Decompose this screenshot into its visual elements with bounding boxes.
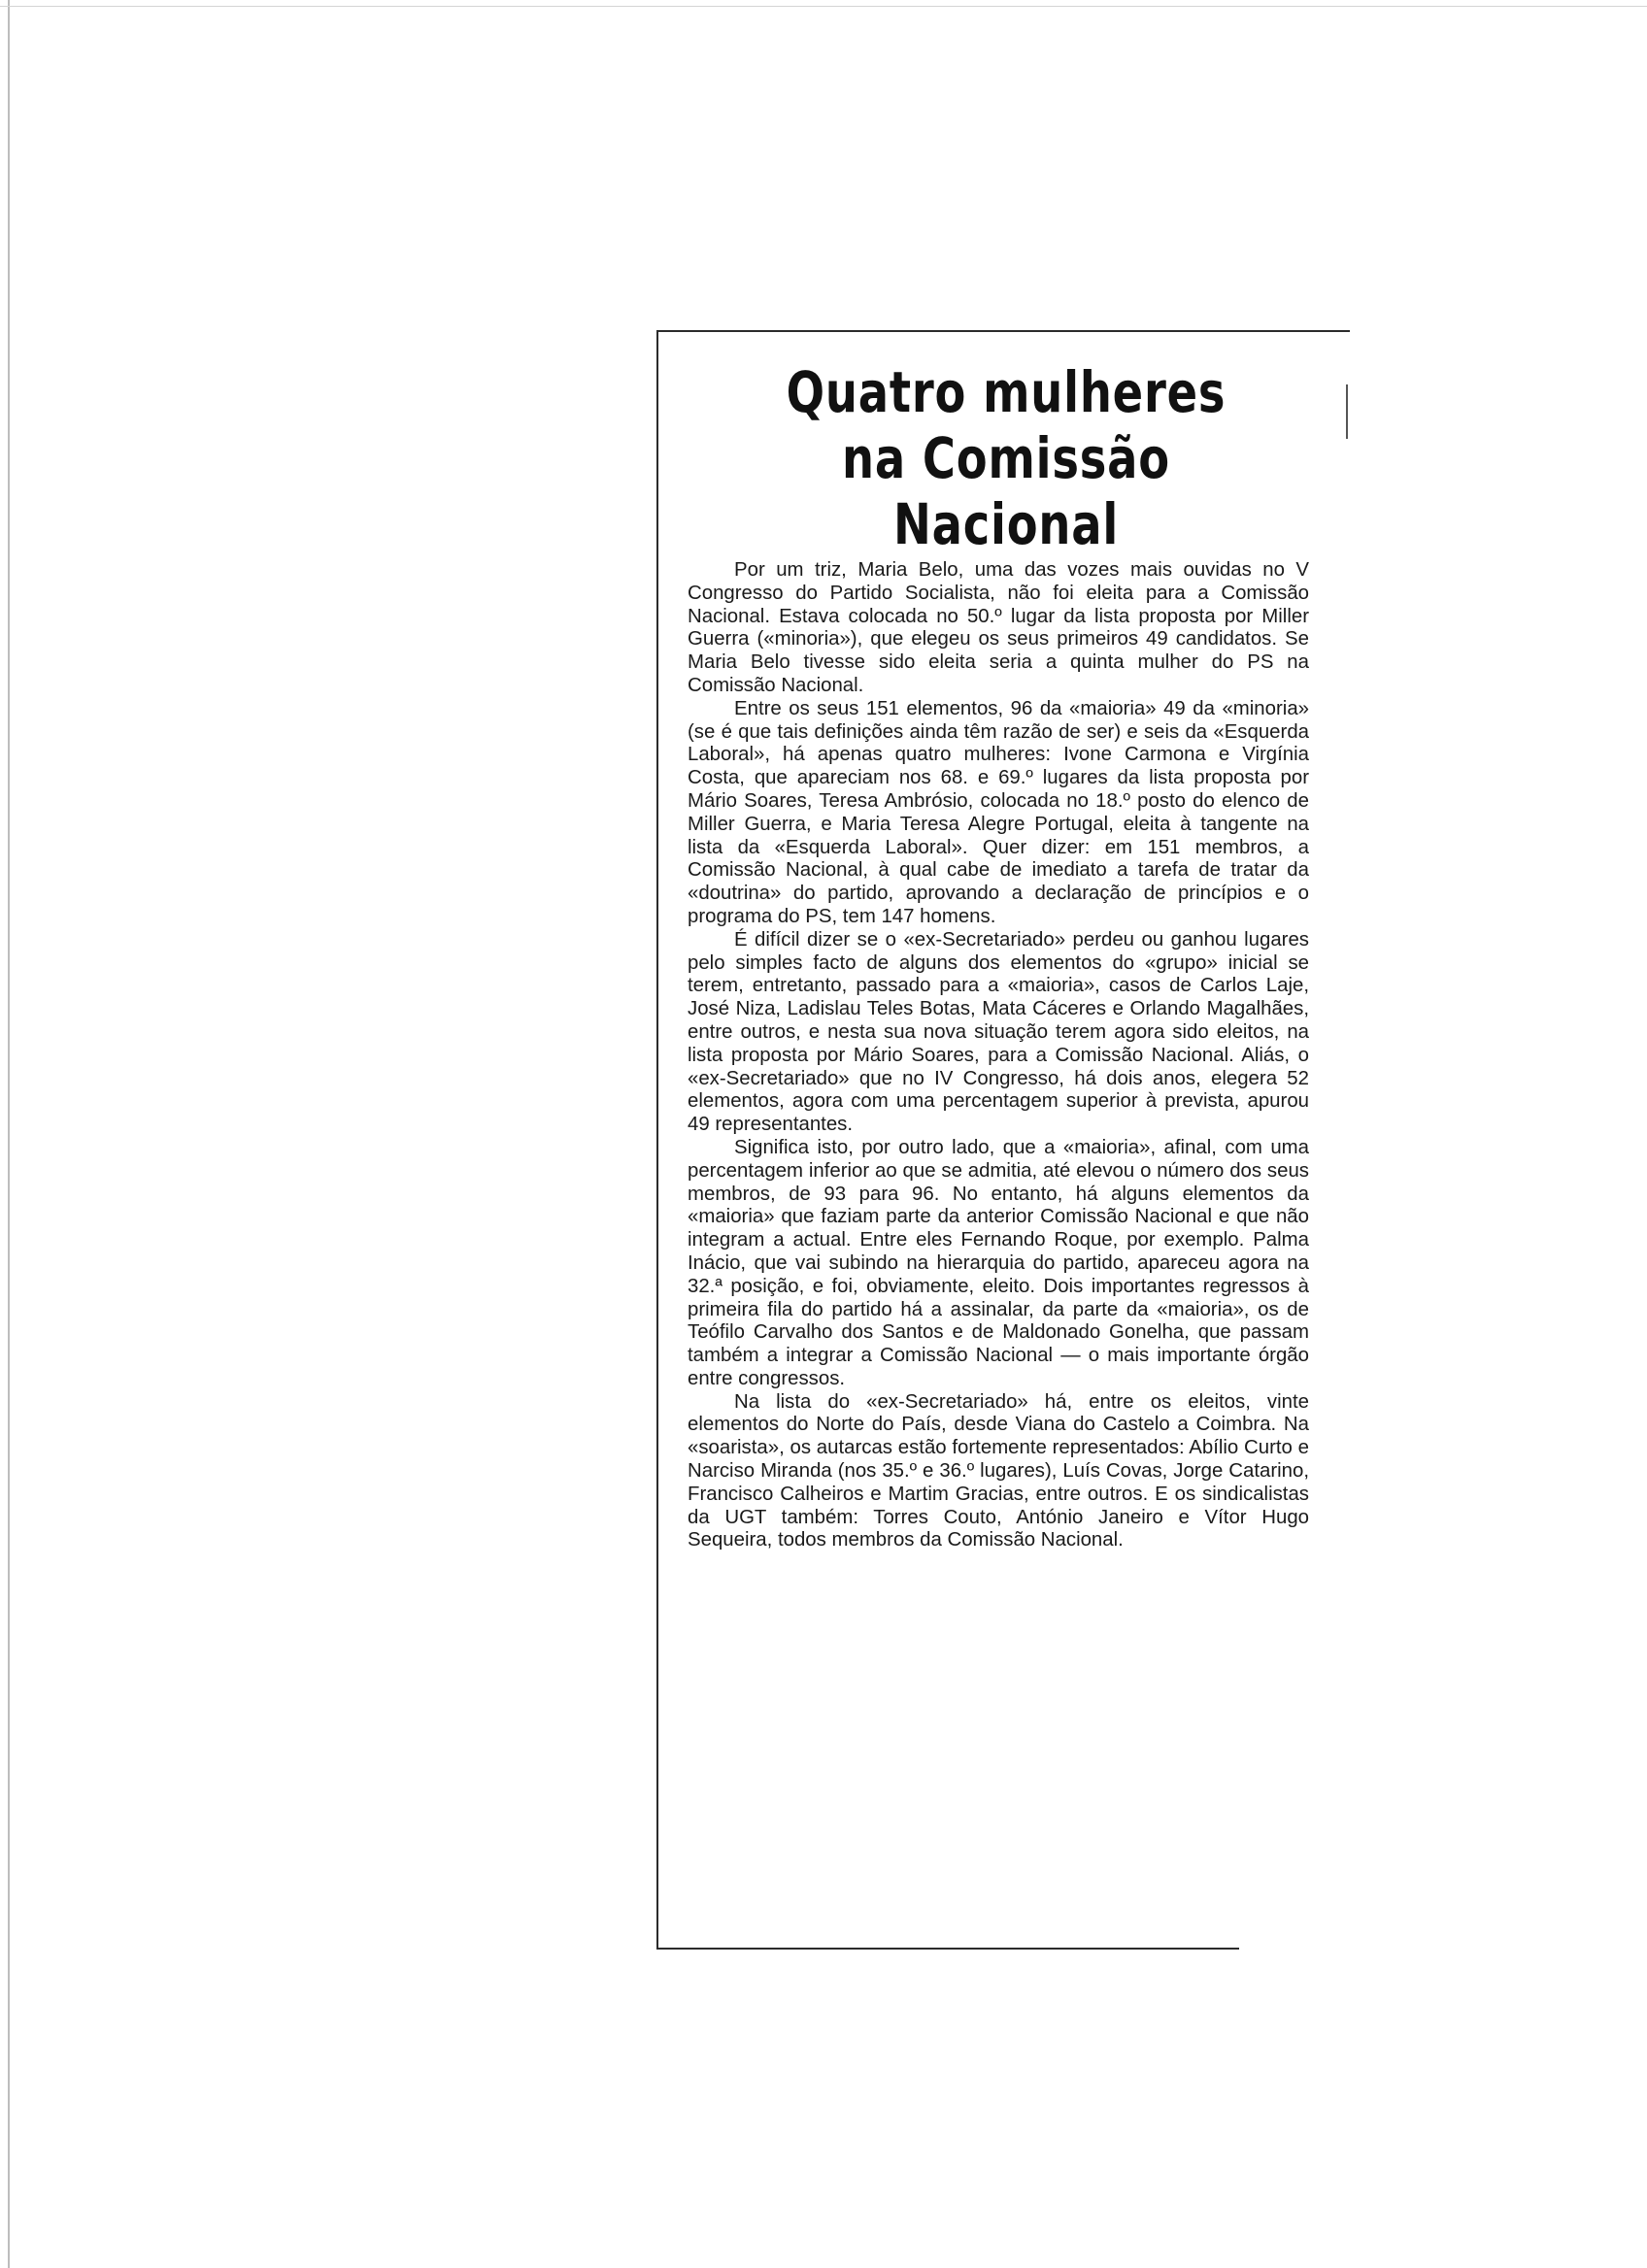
headline-line-2: na Comissão Nacional bbox=[842, 425, 1170, 557]
scan-top-edge bbox=[0, 6, 1647, 7]
headline-line-1: Quatro mulheres bbox=[786, 359, 1227, 425]
article-body bbox=[688, 559, 1309, 1552]
clipping-border-left bbox=[656, 330, 658, 1950]
clipping-border-bottom bbox=[656, 1948, 1239, 1950]
article-paragraph-1: Por um triz, Maria Belo, uma das vozes mais ouvidas no V Congresso do Partido Socialista, não foi eleita para a Comissão Nacional. Estava colocada no 50.º lugar da lista proposta por Miller Guerra («minoria»), que elegeu os seus primeiros 49 candidatos. Se Maria Belo tivesse sido eleita seria a quinta mulher do PS na Comissão Nacional. bbox=[688, 559, 1309, 696]
article-paragraph-3: É difícil dizer se o «ex-Secretariado» perdeu ou ganhou lugares pelo simples facto de alguns dos elementos do «grupo» inicial se terem, entretanto, passado para a «maioria», casos de Carlos Laje, José Niza, Ladislau Teles Botas, Mata Cáceres e Orlando Magalhães, entre outros, e nesta sua nova situação terem agora sido eleitos, na lista proposta por Mário Soares, para a Comissão Nacional. Aliás, o «ex-Secretariado» que no IV Congresso, há dois anos, elegera 52 elementos, agora com uma percentagem superior à prevista, apurou 49 representantes. bbox=[688, 928, 1309, 1136]
article-paragraph-5: Na lista do «ex-Secretariado» há, entre os eleitos, vinte elementos do Norte do País, desde Viana do Castelo a Coimbra. Na «soarista», os autarcas estão fortemente representados: Abílio Curto e Narciso Miranda (nos 35.º e 36.º lugares), Luís Covas, Jorge Catarino, Francisco Calheiros e Martim Gracias, entre outros. E os sindicalistas da UGT também: Torres Couto, António Janeiro e Vítor Hugo Sequeira, todos membros da Comissão Nacional. bbox=[688, 1390, 1309, 1551]
newspaper-clipping bbox=[656, 330, 1350, 1950]
article-paragraph-2: Entre os seus 151 elementos, 96 da «maioria» 49 da «minoria» (se é que tais definições ainda têm razão de ser) e seis da «Esquerda Laboral», há apenas quatro mulheres: Ivone Carmona e Virgínia Costa, que apareciam nos 68. e 69.º lugares da lista proposta por Mário Soares, Teresa Ambrósio, colocada no 18.º posto do elenco de Miller Guerra, e Maria Teresa Alegre Portugal, eleita à tangente na lista da «Esquerda Laboral». Quer dizer: em 151 membros, a Comissão Nacional, à qual cabe de imediato a tarefa de tratar da «doutrina» do partido, aprovando a declaração de princípios e o programa do PS, tem 147 homens. bbox=[688, 697, 1309, 927]
article-paragraph-4: Significa isto, por outro lado, que a «maioria», afinal, com uma percentagem inferior ao que se admitia, até elevou o número dos seus membros, de 93 para 96. No entanto, há alguns elementos da «maioria» que faziam parte da anterior Comissão Nacional e que não integram a actual. Entre eles Fernando Roque, por exemplo. Palma Inácio, que vai subindo na hierarquia do partido, apareceu agora na 32.ª posição, e foi, obviamente, eleito. Dois importantes regressos à primeira fila do partido há a assinalar, da parte da «maioria», os de Teófilo Carvalho dos Santos e de Maldonado Gonelha, que passam também a integrar a Comissão Nacional — o mais importante órgão entre congressos. bbox=[688, 1136, 1309, 1389]
scan-page-edge bbox=[8, 0, 10, 2268]
article-headline bbox=[742, 359, 1270, 557]
clipping-border-top bbox=[656, 330, 1350, 332]
clipping-border-right-mark bbox=[1346, 384, 1348, 439]
